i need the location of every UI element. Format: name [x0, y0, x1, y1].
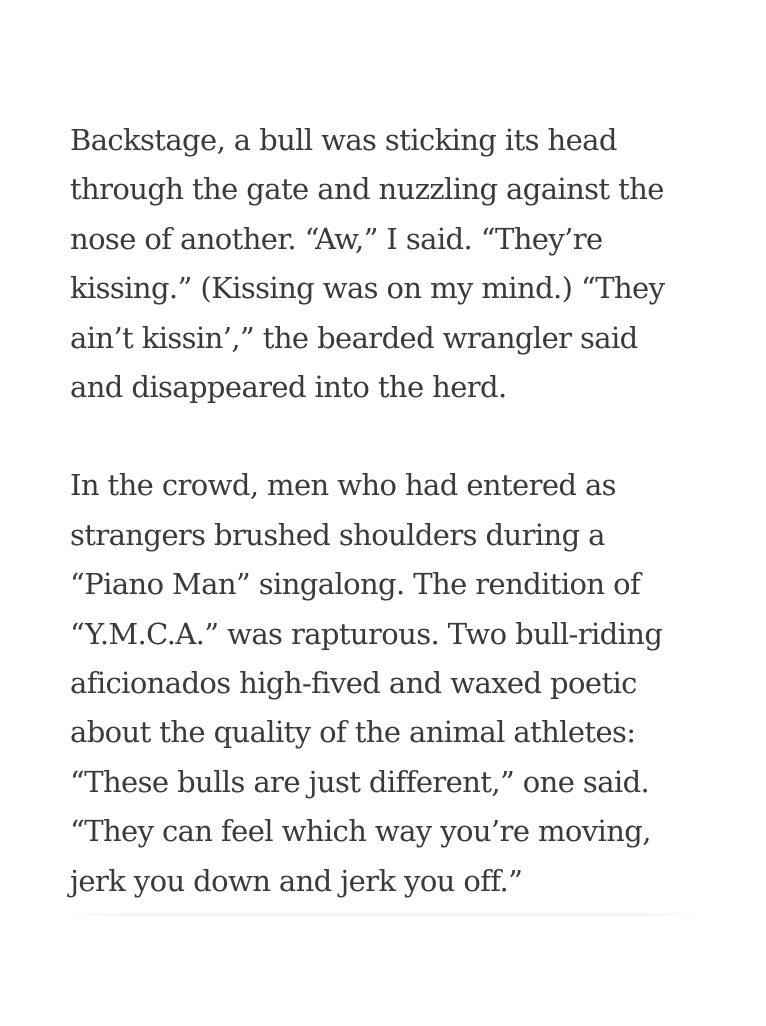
text-line: aficionados high-fived and waxed poetic — [70, 666, 637, 701]
text-line: Backstage, a bull was sticking its head — [70, 123, 617, 157]
text-line: “Piano Man” singalong. The rendition of — [70, 567, 641, 602]
text-line: “Y.M.C.A.” was rapturous. Two bull-riding — [70, 616, 663, 651]
text-line: kissing.” (Kissing was on my mind.) “They — [70, 271, 665, 306]
text-line: strangers brushed shoulders during a — [70, 517, 605, 552]
text-line: nose of another. “Aw,” I said. “They’re — [70, 221, 603, 256]
text-line: and disappeared into the herd. — [70, 370, 507, 405]
paragraph-backstage — [70, 116, 720, 412]
text-line: through the gate and nuzzling against the — [70, 172, 664, 207]
paragraph-crowd — [70, 461, 720, 906]
text-line: “These bulls are just different,” one said. — [70, 764, 650, 799]
section-divider — [62, 913, 702, 916]
text-line: In the crowd, men who had entered as — [70, 468, 616, 503]
text-line: “They can feel which way you’re moving, — [70, 814, 651, 849]
text-line: ain’t kissin’,” the bearded wrangler said — [70, 320, 638, 355]
text-line: jerk you down and jerk you off.” — [70, 863, 523, 898]
article-body — [70, 116, 720, 906]
text-line: about the quality of the animal athletes: — [70, 715, 636, 750]
